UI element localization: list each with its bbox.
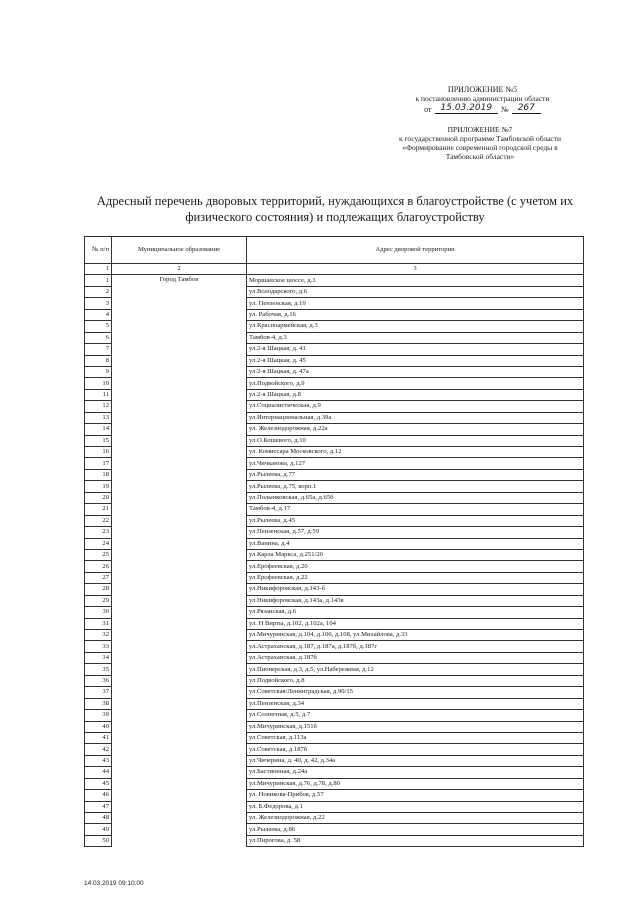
row-number: 17 <box>85 458 112 469</box>
appendix-7-text: к государственной программе Тамбовской области «Формирование современной городской среды в Тамбовской области» <box>398 134 562 161</box>
address-cell: ул.2-я Шацкая, д.8 <box>247 389 584 400</box>
address-cell: ул.Советская/Ленинградская, д.90/15 <box>247 687 584 698</box>
row-number: 41 <box>85 732 112 743</box>
address-cell: Тамбов-4, д.17 <box>247 504 584 515</box>
table-header-row <box>85 237 584 264</box>
column-number-1: 1 <box>85 264 112 275</box>
row-number: 39 <box>85 710 112 721</box>
print-timestamp: 14.03.2019 09:10:00 <box>84 880 144 887</box>
row-number: 25 <box>85 549 112 560</box>
date-prefix: от <box>424 105 432 114</box>
address-cell: ул.Солнечная, д.5, д.7 <box>247 710 584 721</box>
address-cell: ул.Рылеева, д.45 <box>247 515 584 526</box>
row-number: 30 <box>85 607 112 618</box>
row-number: 15 <box>85 435 112 446</box>
address-cell: ул.Рылеева, д.86 <box>247 824 584 835</box>
row-number: 33 <box>85 641 112 652</box>
appendix-5-label: ПРИЛОЖЕНИЕ №5 <box>447 85 518 94</box>
appendix-5-decree-line: к постановлению администрации области <box>415 94 550 103</box>
table-row <box>85 275 584 286</box>
address-cell: ул.Ерофеевская, д.20 <box>247 561 584 572</box>
header-municipality: Муниципальное образование <box>112 237 247 264</box>
number-prefix: № <box>501 105 509 114</box>
table-body <box>85 264 584 847</box>
address-cell: ул. Железнодорожная, д.22 <box>247 813 584 824</box>
address-cell: ул.Мичуринская, д.76, д.78, д.80 <box>247 778 584 789</box>
decree-date-line <box>395 104 570 114</box>
address-cell: ул.Чичканова, д.127 <box>247 458 584 469</box>
row-number: 27 <box>85 572 112 583</box>
row-number: 46 <box>85 790 112 801</box>
address-cell: ул. Новикова-Прибоя, д.57 <box>247 790 584 801</box>
row-number: 19 <box>85 481 112 492</box>
address-cell: ул.Карла Маркса, д.251/20 <box>247 549 584 560</box>
row-number: 13 <box>85 412 112 423</box>
row-number: 40 <box>85 721 112 732</box>
address-cell: ул.Рязанская, д.6 <box>247 607 584 618</box>
address-cell: ул.Рылеева, д.75, корп.1 <box>247 481 584 492</box>
address-cell: ул.Пионерская, д.3, д.5, ул.Набережная, д.12 <box>247 664 584 675</box>
row-number: 14 <box>85 424 112 435</box>
document-title: Адресный перечень дворовых территорий, нуждающихся в благоустройстве (с учетом их физического состояния) и подлежащих благоустройству <box>96 194 574 224</box>
row-number: 6 <box>85 332 112 343</box>
row-number: 37 <box>85 687 112 698</box>
row-number: 18 <box>85 469 112 480</box>
address-cell: ул.Чичерина, д. 40, д. 42, д.34а <box>247 755 584 766</box>
row-number: 24 <box>85 538 112 549</box>
address-cell: ул. Н Вирты, д.102, д.102а, 104 <box>247 618 584 629</box>
header-number: № п/п <box>85 237 112 264</box>
address-cell: ул.Астраханская, д.187, д.187а, д.187б, д.187г <box>247 641 584 652</box>
address-cell: ул.2-я Шацкая, д. 45 <box>247 355 584 366</box>
address-cell: ул.Бастионная, д.24а <box>247 767 584 778</box>
row-number: 7 <box>85 344 112 355</box>
row-number: 12 <box>85 401 112 412</box>
row-number: 22 <box>85 515 112 526</box>
column-number-2: 2 <box>112 264 247 275</box>
column-number-row <box>85 264 584 275</box>
address-cell: ул.2-я Шацкая, д. 41 <box>247 344 584 355</box>
row-number: 36 <box>85 675 112 686</box>
address-cell: ул.Красноармейская, д.3 <box>247 321 584 332</box>
decree-date: 15.03.2019 <box>435 104 499 114</box>
row-number: 44 <box>85 767 112 778</box>
address-cell: ул. Пензенская, д.19 <box>247 298 584 309</box>
row-number: 43 <box>85 755 112 766</box>
header-address: Адрес дворовой территории <box>247 237 584 264</box>
address-cell: ул.Пензенская, д.57, д.59 <box>247 527 584 538</box>
row-number: 38 <box>85 698 112 709</box>
row-number: 23 <box>85 527 112 538</box>
row-number: 34 <box>85 652 112 663</box>
row-number: 21 <box>85 504 112 515</box>
address-cell: ул. Рабочая, д.16 <box>247 309 584 320</box>
row-number: 48 <box>85 813 112 824</box>
row-number: 35 <box>85 664 112 675</box>
row-number: 49 <box>85 824 112 835</box>
row-number: 20 <box>85 492 112 503</box>
address-cell: ул.Ванина, д.4 <box>247 538 584 549</box>
address-cell: ул.Рылеева, д.77 <box>247 469 584 480</box>
row-number: 50 <box>85 835 112 846</box>
address-cell: ул.Ерофеевская, д.22 <box>247 572 584 583</box>
row-number: 26 <box>85 561 112 572</box>
address-cell: Тамбов-4, д.3 <box>247 332 584 343</box>
address-cell: ул.Социалистическая, д.9 <box>247 401 584 412</box>
row-number: 11 <box>85 389 112 400</box>
row-number: 29 <box>85 595 112 606</box>
row-number: 2 <box>85 286 112 297</box>
row-number: 45 <box>85 778 112 789</box>
address-cell: ул.2-я Шацкая, д. 47а <box>247 366 584 377</box>
address-cell: ул.Советская, д.187б <box>247 744 584 755</box>
address-cell: ул.Подвойского, д.9 <box>247 378 584 389</box>
row-number: 10 <box>85 378 112 389</box>
address-cell: ул. Железнодорожная, д.22а <box>247 424 584 435</box>
address-cell: ул.Мичуринская, д.151б <box>247 721 584 732</box>
row-number: 1 <box>85 275 112 286</box>
row-number: 28 <box>85 584 112 595</box>
appendix-5-header <box>395 85 570 114</box>
address-cell: ул.Астраханская, д.187б <box>247 652 584 663</box>
decree-number: 267 <box>512 104 541 114</box>
row-number: 8 <box>85 355 112 366</box>
municipality-cell: Город Тамбов <box>112 275 247 847</box>
row-number: 16 <box>85 447 112 458</box>
row-number: 3 <box>85 298 112 309</box>
address-cell: ул.Советская, д.113а <box>247 732 584 743</box>
address-cell: ул. Б.Федорова, д.1 <box>247 801 584 812</box>
address-cell: ул.Пензенская, д.34 <box>247 698 584 709</box>
row-number: 32 <box>85 630 112 641</box>
address-cell: ул.Мичуринская, д.104, д.106, д.108, ул.Михайлова, д.33 <box>247 630 584 641</box>
address-cell: ул.Володарского, д.6 <box>247 286 584 297</box>
row-number: 31 <box>85 618 112 629</box>
column-number-3: 3 <box>247 264 584 275</box>
address-cell: ул.Полынковская, д.65а, д.65б <box>247 492 584 503</box>
row-number: 4 <box>85 309 112 320</box>
row-number: 9 <box>85 366 112 377</box>
row-number: 5 <box>85 321 112 332</box>
address-cell: ул.О.Кошевого, д.10 <box>247 435 584 446</box>
address-cell: ул.Никифоровская, д.143а, д.143в <box>247 595 584 606</box>
address-table <box>84 236 584 847</box>
address-cell: Моршанское шоссе, д.3 <box>247 275 584 286</box>
address-cell: ул. Комиссара Московского, д.12 <box>247 447 584 458</box>
appendix-7-label: ПРИЛОЖЕНИЕ №7 <box>447 125 513 134</box>
address-cell: ул.Никифоровская, д.143-б <box>247 584 584 595</box>
address-cell: ул.Подвойского, д.8 <box>247 675 584 686</box>
row-number: 42 <box>85 744 112 755</box>
row-number: 47 <box>85 801 112 812</box>
address-cell: ул.Пирогова, д. 58 <box>247 835 584 846</box>
address-cell: ул.Интернациональная, д.39а <box>247 412 584 423</box>
appendix-7-header <box>390 125 570 161</box>
